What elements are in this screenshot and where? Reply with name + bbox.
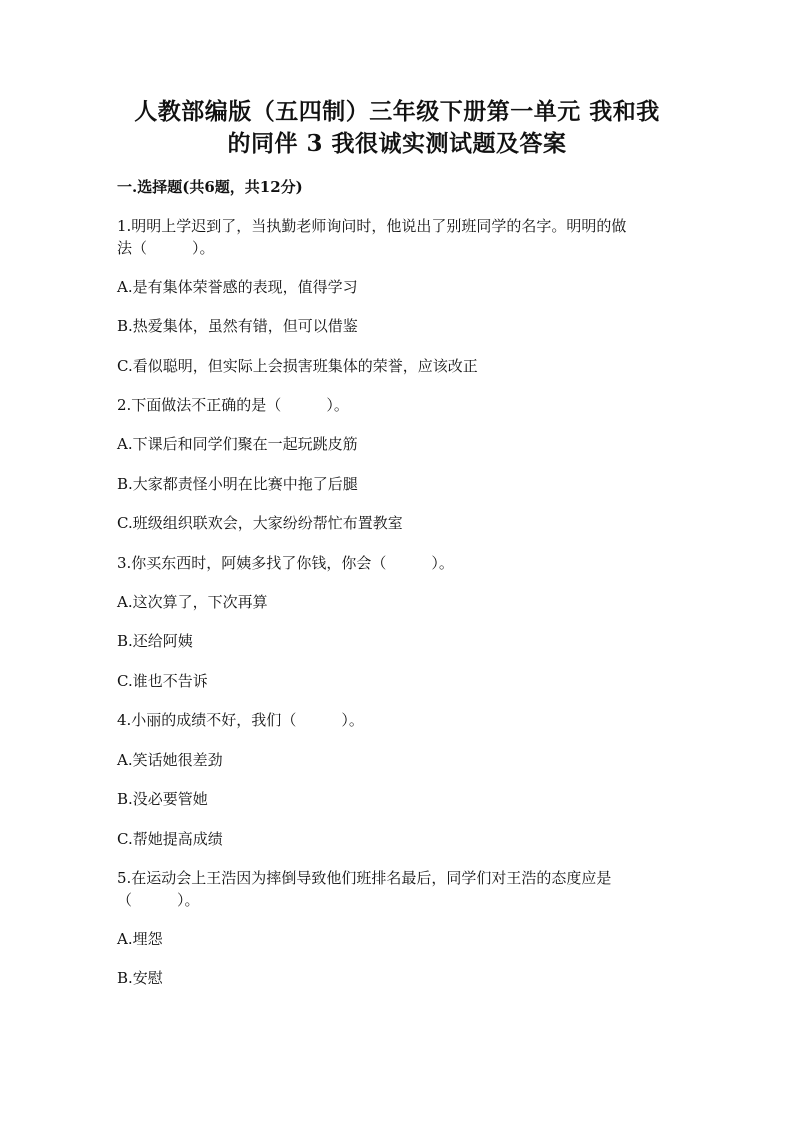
question-4-option-a: A.笑话她很差劲 bbox=[117, 751, 223, 769]
question-4-stem: 4.小丽的成绩不好，我们（ ）。 bbox=[117, 711, 364, 729]
section-heading: 一.选择题(共6题，共12分) bbox=[117, 178, 303, 196]
question-4-option-b: B.没必要管她 bbox=[117, 790, 208, 808]
question-5-option-b: B.安慰 bbox=[117, 969, 163, 987]
question-3-option-c: C.谁也不告诉 bbox=[117, 672, 208, 690]
question-4-option-c: C.帮她提高成绩 bbox=[117, 830, 223, 848]
question-1-stem: 1.明明上学迟到了，当执勤老师询问时，他说出了别班同学的名字。明明的做 bbox=[117, 217, 627, 235]
document-title-line-2: 的同伴 3 我很诚实测试题及答案 bbox=[227, 130, 567, 157]
question-3-stem: 3.你买东西时，阿姨多找了你钱，你会（ ）。 bbox=[117, 554, 454, 572]
question-5-stem: 5.在运动会上王浩因为摔倒导致他们班排名最后，同学们对王浩的态度应是 bbox=[117, 869, 612, 887]
question-1-option-b: B.热爱集体，虽然有错，但可以借鉴 bbox=[117, 317, 358, 335]
question-5-option-a: A.埋怨 bbox=[117, 930, 163, 948]
question-2-option-c: C.班级组织联欢会，大家纷纷帮忙布置教室 bbox=[117, 514, 403, 532]
question-2-stem: 2.下面做法不正确的是（ ）。 bbox=[117, 396, 349, 414]
question-2-option-a: A.下课后和同学们聚在一起玩跳皮筋 bbox=[117, 435, 358, 453]
question-3-option-b: B.还给阿姨 bbox=[117, 632, 193, 650]
document-title-line-1: 人教部编版（五四制）三年级下册第一单元 我和我 bbox=[134, 98, 660, 125]
question-1-option-a: A.是有集体荣誉感的表现，值得学习 bbox=[117, 278, 358, 296]
question-1-stem-continued: 法（ ）。 bbox=[117, 239, 215, 257]
question-1-option-c: C.看似聪明，但实际上会损害班集体的荣誉，应该改正 bbox=[117, 357, 478, 375]
question-3-option-a: A.这次算了，下次再算 bbox=[117, 593, 268, 611]
question-2-option-b: B.大家都责怪小明在比赛中拖了后腿 bbox=[117, 475, 358, 493]
question-5-stem-continued: （ ）。 bbox=[117, 891, 200, 909]
